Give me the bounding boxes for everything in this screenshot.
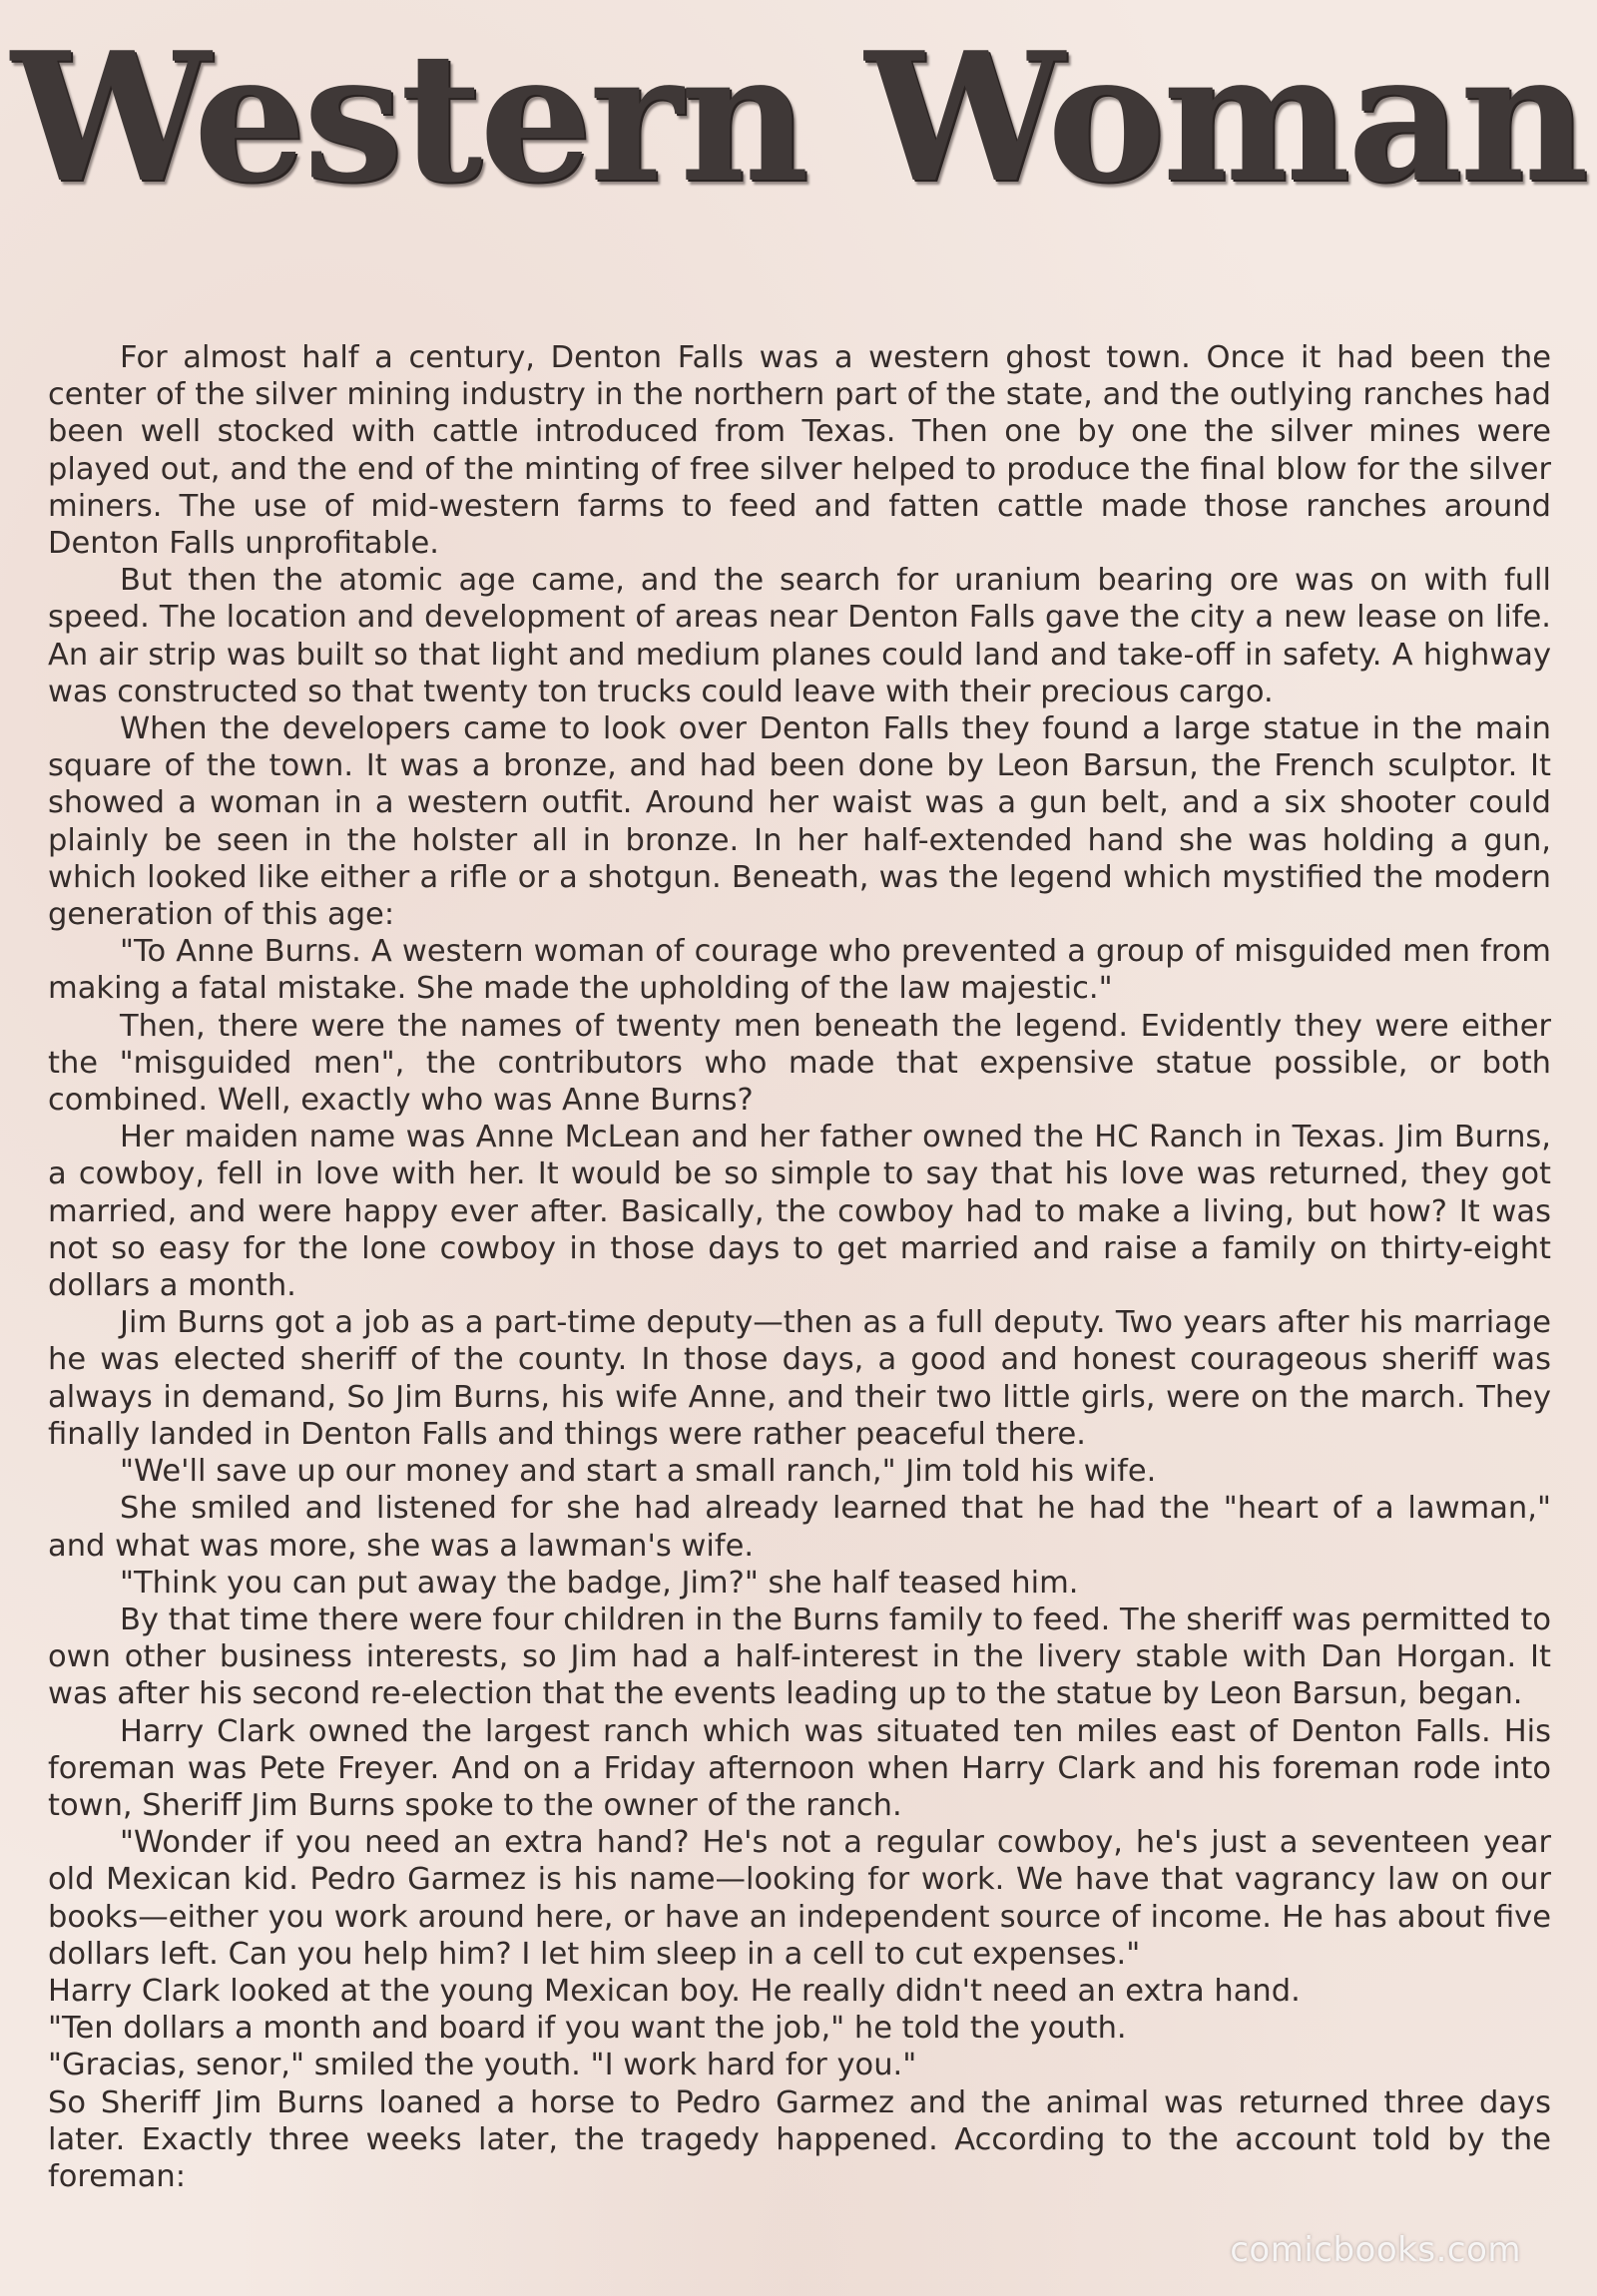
paragraph: But then the atomic age came, and the search for uranium bearing ore was on with full speed. The location and development of areas near Denton Falls gave the city a new lease on life. An air strip was built so that light and medium planes could land and take-off in safety. A highway was constructed so that twenty ton trucks could leave with their precious cargo. xyxy=(48,563,1551,709)
paragraph: She smiled and listened for she had already learned that he had the "heart of a lawman," and what was more, she was a lawman's wife. xyxy=(48,1491,1551,1564)
paragraph: "Wonder if you need an extra hand? He's not a regular cowboy, he's just a seventeen year old Mexican kid. Pedro Garmez is his name—looking for work. We have that vagrancy law on our books—either you work around here, or have an independent source of income. He has about five dollars left. Can you help him? I let him sleep in a cell to cut expenses." xyxy=(48,1825,1551,1972)
paragraph: For almost half a century, Denton Falls was a western ghost town. Once it had been the center of the silver mining industry in the northern part of the state, and the outlying ranches had been well stocked with cattle introduced from Texas. Then one by one the silver mines were played out, and the end of the minting of free silver helped to produce the final blow for the silver miners. The use of mid-western farms to feed and fatten cattle made those ranches around Denton Falls unprofitable. xyxy=(48,340,1551,562)
watermark: comicbooks.com xyxy=(1230,2230,1521,2270)
paragraph: "We'll save up our money and start a small ranch," Jim told his wife. xyxy=(120,1454,1157,1490)
paragraph: Harry Clark owned the largest ranch which was situated ten miles east of Denton Falls. His foreman was Pete Freyer. And on a Friday afternoon when Harry Clark and his foreman rode into town, Sheriff Jim Burns spoke to the owner of the ranch. xyxy=(48,1713,1551,1823)
paragraph: "Think you can put away the badge, Jim?" she half teased him. xyxy=(120,1565,1079,1601)
paragraph: "To Anne Burns. A western woman of courage who prevented a group of misguided men from making a fatal mistake. She made the upholding of the law majestic." xyxy=(48,934,1551,1007)
paragraph: By that time there were four children in the Burns family to feed. The sheriff was permitted to own other business interests, so Jim had a half-interest in the livery stable with Dan Horgan. It was after his second re-election that the events leading up to the statue by Leon Barsun, began. xyxy=(48,1602,1551,1712)
paragraph: Harry Clark looked at the young Mexican boy. He really didn't need an extra hand. xyxy=(48,1973,1301,2009)
paragraph: So Sheriff Jim Burns loaned a horse to Pedro Garmez and the animal was returned three days later. Exactly three weeks later, the tragedy happened. According to the account told by the foreman: xyxy=(48,2084,1551,2194)
paragraph: "Ten dollars a month and board if you want the job," he told the youth. xyxy=(48,2011,1127,2047)
paragraph: Then, there were the names of twenty men beneath the legend. Evidently they were either the "misguided men", the contributors who made that expensive statue possible, or both combined. Well, exactly who was Anne Burns? xyxy=(48,1008,1551,1119)
paragraph: When the developers came to look over Denton Falls they found a large statue in the main square of the town. It was a bronze, and had been done by Leon Barsun, the French sculptor. It showed a woman in a western outfit. Around her waist was a gun belt, and a six shooter could plainly be seen in the holster all in bronze. In her half-extended hand she was holding a gun, which looked like either a rifle or a shotgun. Beneath, was the legend which mystified the modern generation of this age: xyxy=(48,711,1551,933)
article-body xyxy=(48,339,1551,2195)
page-title: Western Woman xyxy=(11,13,1586,222)
paragraph: Her maiden name was Anne McLean and her father owned the HC Ranch in Texas. Jim Burns, a cowboy, fell in love with her. It would be so simple to say that his love was returned, they got married, and were happy ever after. Basically, the cowboy had to make a living, but how? It was not so easy for the lone cowboy in those days to get married and raise a family on thirty-eight dollars a month. xyxy=(48,1120,1551,1304)
paragraph: "Gracias, senor," smiled the youth. "I work hard for you." xyxy=(48,2048,917,2083)
paragraph: Jim Burns got a job as a part-time deputy—then as a full deputy. Two years after his marriage he was elected sheriff of the county. In those days, a good and honest courageous sheriff was always in demand, So Jim Burns, his wife Anne, and their two little girls, were on the march. They finally landed in Denton Falls and things were rather peaceful there. xyxy=(48,1305,1551,1452)
